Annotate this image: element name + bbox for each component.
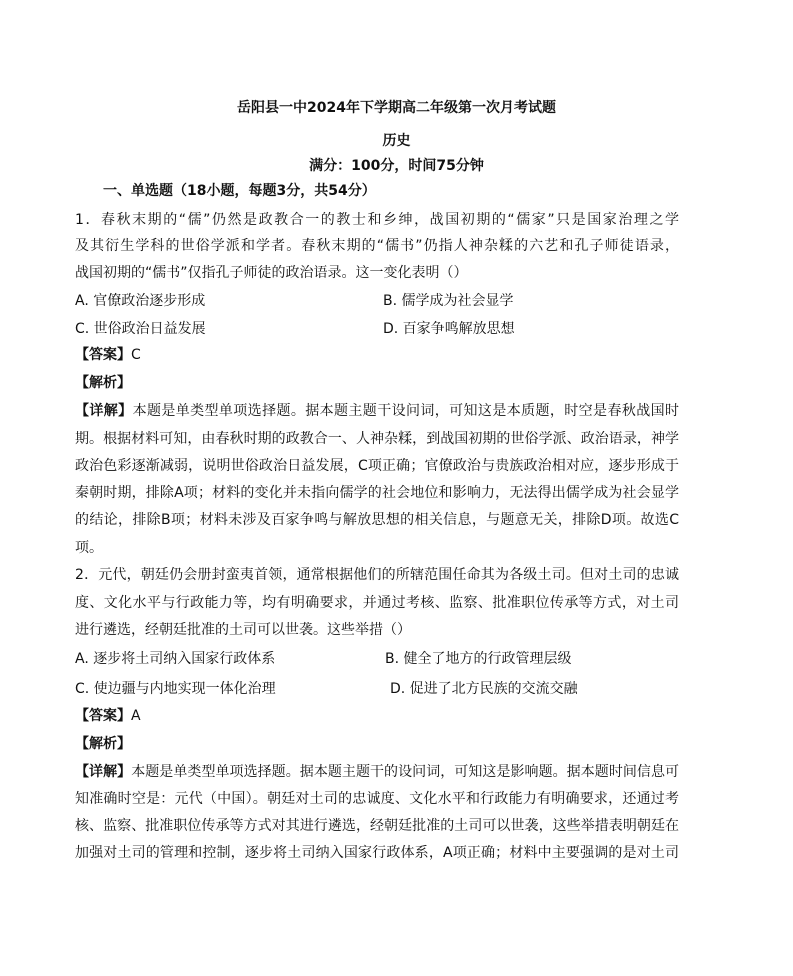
question-1-detail-line-4: 秦朝时期，排除A项；材料的变化并未指向儒学的社会地位和影响力，无法得出儒学成为社会显学 — [75, 485, 679, 501]
answer-label: 【答案】 — [75, 347, 131, 363]
question-1-option-d: D. 百家争鸣解放思想 — [383, 321, 515, 337]
answer-value: A — [131, 708, 141, 724]
question-1-stem-line-1: 1．春秋末期的“儒”仍然是政教合一的教士和乡绅，战国初期的“儒家”只是国家治理之学 — [75, 212, 679, 228]
question-2-detail-line-2: 知准确时空是：元代（中国）。朝廷对土司的忠诚度、文化水平和行政能力有明确要求，还通过考 — [75, 791, 679, 807]
question-1-option-a: A. 官僚政治逐步形成 — [75, 293, 206, 309]
detail-text: 本题是单类型单项选择题。据本题主题干设问词，可知这是本质题，时空是春秋战国时 — [132, 403, 679, 419]
question-2-detail-line-4: 加强对土司的管理和控制，逐步将土司纳入国家行政体系，A项正确；材料中主要强调的是对土司 — [75, 845, 679, 861]
section-heading: 一、单选题（18小题，每题3分，共54分） — [103, 183, 376, 199]
question-1-option-c: C. 世俗政治日益发展 — [75, 321, 206, 337]
question-2-detail-line-1 — [75, 763, 679, 781]
question-2-option-b: B. 健全了地方的行政管理层级 — [385, 651, 572, 667]
answer-label: 【答案】 — [75, 708, 131, 724]
question-1-detail-line-1 — [75, 402, 679, 420]
question-1-detail-line-5: 的结论，排除B项；材料未涉及百家争鸣与解放思想的相关信息，与题意无关，排除D项。故选C — [75, 512, 679, 528]
detail-text: 本题是单类型单项选择题。据本题主题干的设问词，可知这是影响题。据本题时间信息可 — [131, 764, 680, 780]
answer-value: C — [131, 347, 141, 363]
exam-title: 岳阳县一中2024年下学期高二年级第一次月考试题 — [237, 100, 556, 116]
question-2-answer — [75, 707, 141, 725]
question-1-stem-line-3: 战国初期的“儒书”仅指孔子师徒的政治语录。这一变化表明（） — [75, 265, 468, 281]
question-2-stem-line-3: 进行遴选，经朝廷批准的土司可以世袭。这些举措（） — [75, 622, 411, 638]
detail-label: 【详解】 — [75, 764, 132, 780]
question-2-stem-line-2: 度、文化水平与行政能力等，均有明确要求，并通过考核、监察、批准职位传承等方式，对土司 — [75, 595, 679, 611]
exam-meta: 满分：100分，时间75分钟 — [309, 158, 484, 174]
question-1-stem-line-2: 及其衍生学科的世俗学派和学者。春秋末期的“儒书”仍指人神杂糅的六艺和孔子师徒语录， — [75, 238, 679, 254]
subject-title: 历史 — [382, 133, 411, 149]
question-1-detail-line-6: 项。 — [75, 540, 103, 556]
question-1-answer — [75, 346, 141, 364]
question-2-option-a: A. 逐步将土司纳入国家行政体系 — [75, 651, 276, 667]
question-1-detail-line-2: 期。根据材料可知，由春秋时期的政教合一、人神杂糅，到战国初期的世俗学派、政治语录，神学 — [75, 431, 679, 447]
question-1-detail-line-3: 政治色彩逐渐减弱，说明世俗政治日益发展，C项正确；官僚政治与贵族政治相对应，逐步形成于 — [75, 458, 679, 474]
question-1-analysis-label: 【解析】 — [75, 375, 131, 391]
question-2-stem-line-1: 2．元代，朝廷仍会册封蛮夷首领，通常根据他们的所辖范围任命其为各级土司。但对土司的忠诚 — [75, 567, 679, 583]
question-2-option-c: C. 使边疆与内地实现一体化治理 — [75, 681, 276, 697]
question-1-option-b: B. 儒学成为社会显学 — [383, 293, 514, 309]
detail-label: 【详解】 — [75, 403, 133, 419]
question-2-option-d: D. 促进了北方民族的交流交融 — [390, 681, 578, 697]
question-2-analysis-label: 【解析】 — [75, 736, 131, 752]
question-2-detail-line-3: 核、监察、批准职位传承等方式对其进行遴选，经朝廷批准的土司可以世袭，这些举措表明朝廷在 — [75, 818, 679, 834]
